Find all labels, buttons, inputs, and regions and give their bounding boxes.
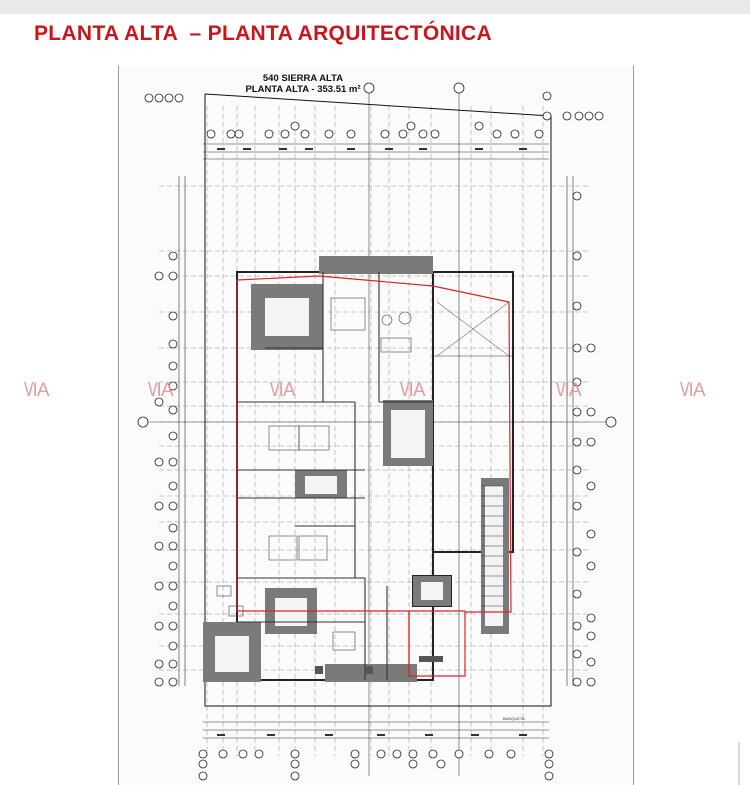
watermark-logo: \/IA xyxy=(556,380,581,401)
watermark-logo: \/IA xyxy=(400,380,425,401)
street-label: BANQUETA xyxy=(503,716,525,721)
watermark-logo: \/IA xyxy=(680,380,705,401)
project-name: 540 SIERRA ALTA xyxy=(262,73,344,84)
watermark-logo: \/IA xyxy=(24,380,49,401)
watermark-logo: \/IA xyxy=(270,380,295,401)
page-title: PLANTA ALTA – PLANTA ARQUITECTÓNICA xyxy=(34,22,492,45)
scrollbar-track[interactable] xyxy=(738,742,740,785)
plan-title-block xyxy=(213,73,393,95)
floor-plan-drawing xyxy=(119,66,633,785)
level-area: PLANTA ALTA - 353.51 m² xyxy=(245,84,361,95)
watermark-logo: \/IA xyxy=(148,380,173,401)
floor-plan-sheet xyxy=(118,66,634,785)
top-bar xyxy=(0,0,750,14)
